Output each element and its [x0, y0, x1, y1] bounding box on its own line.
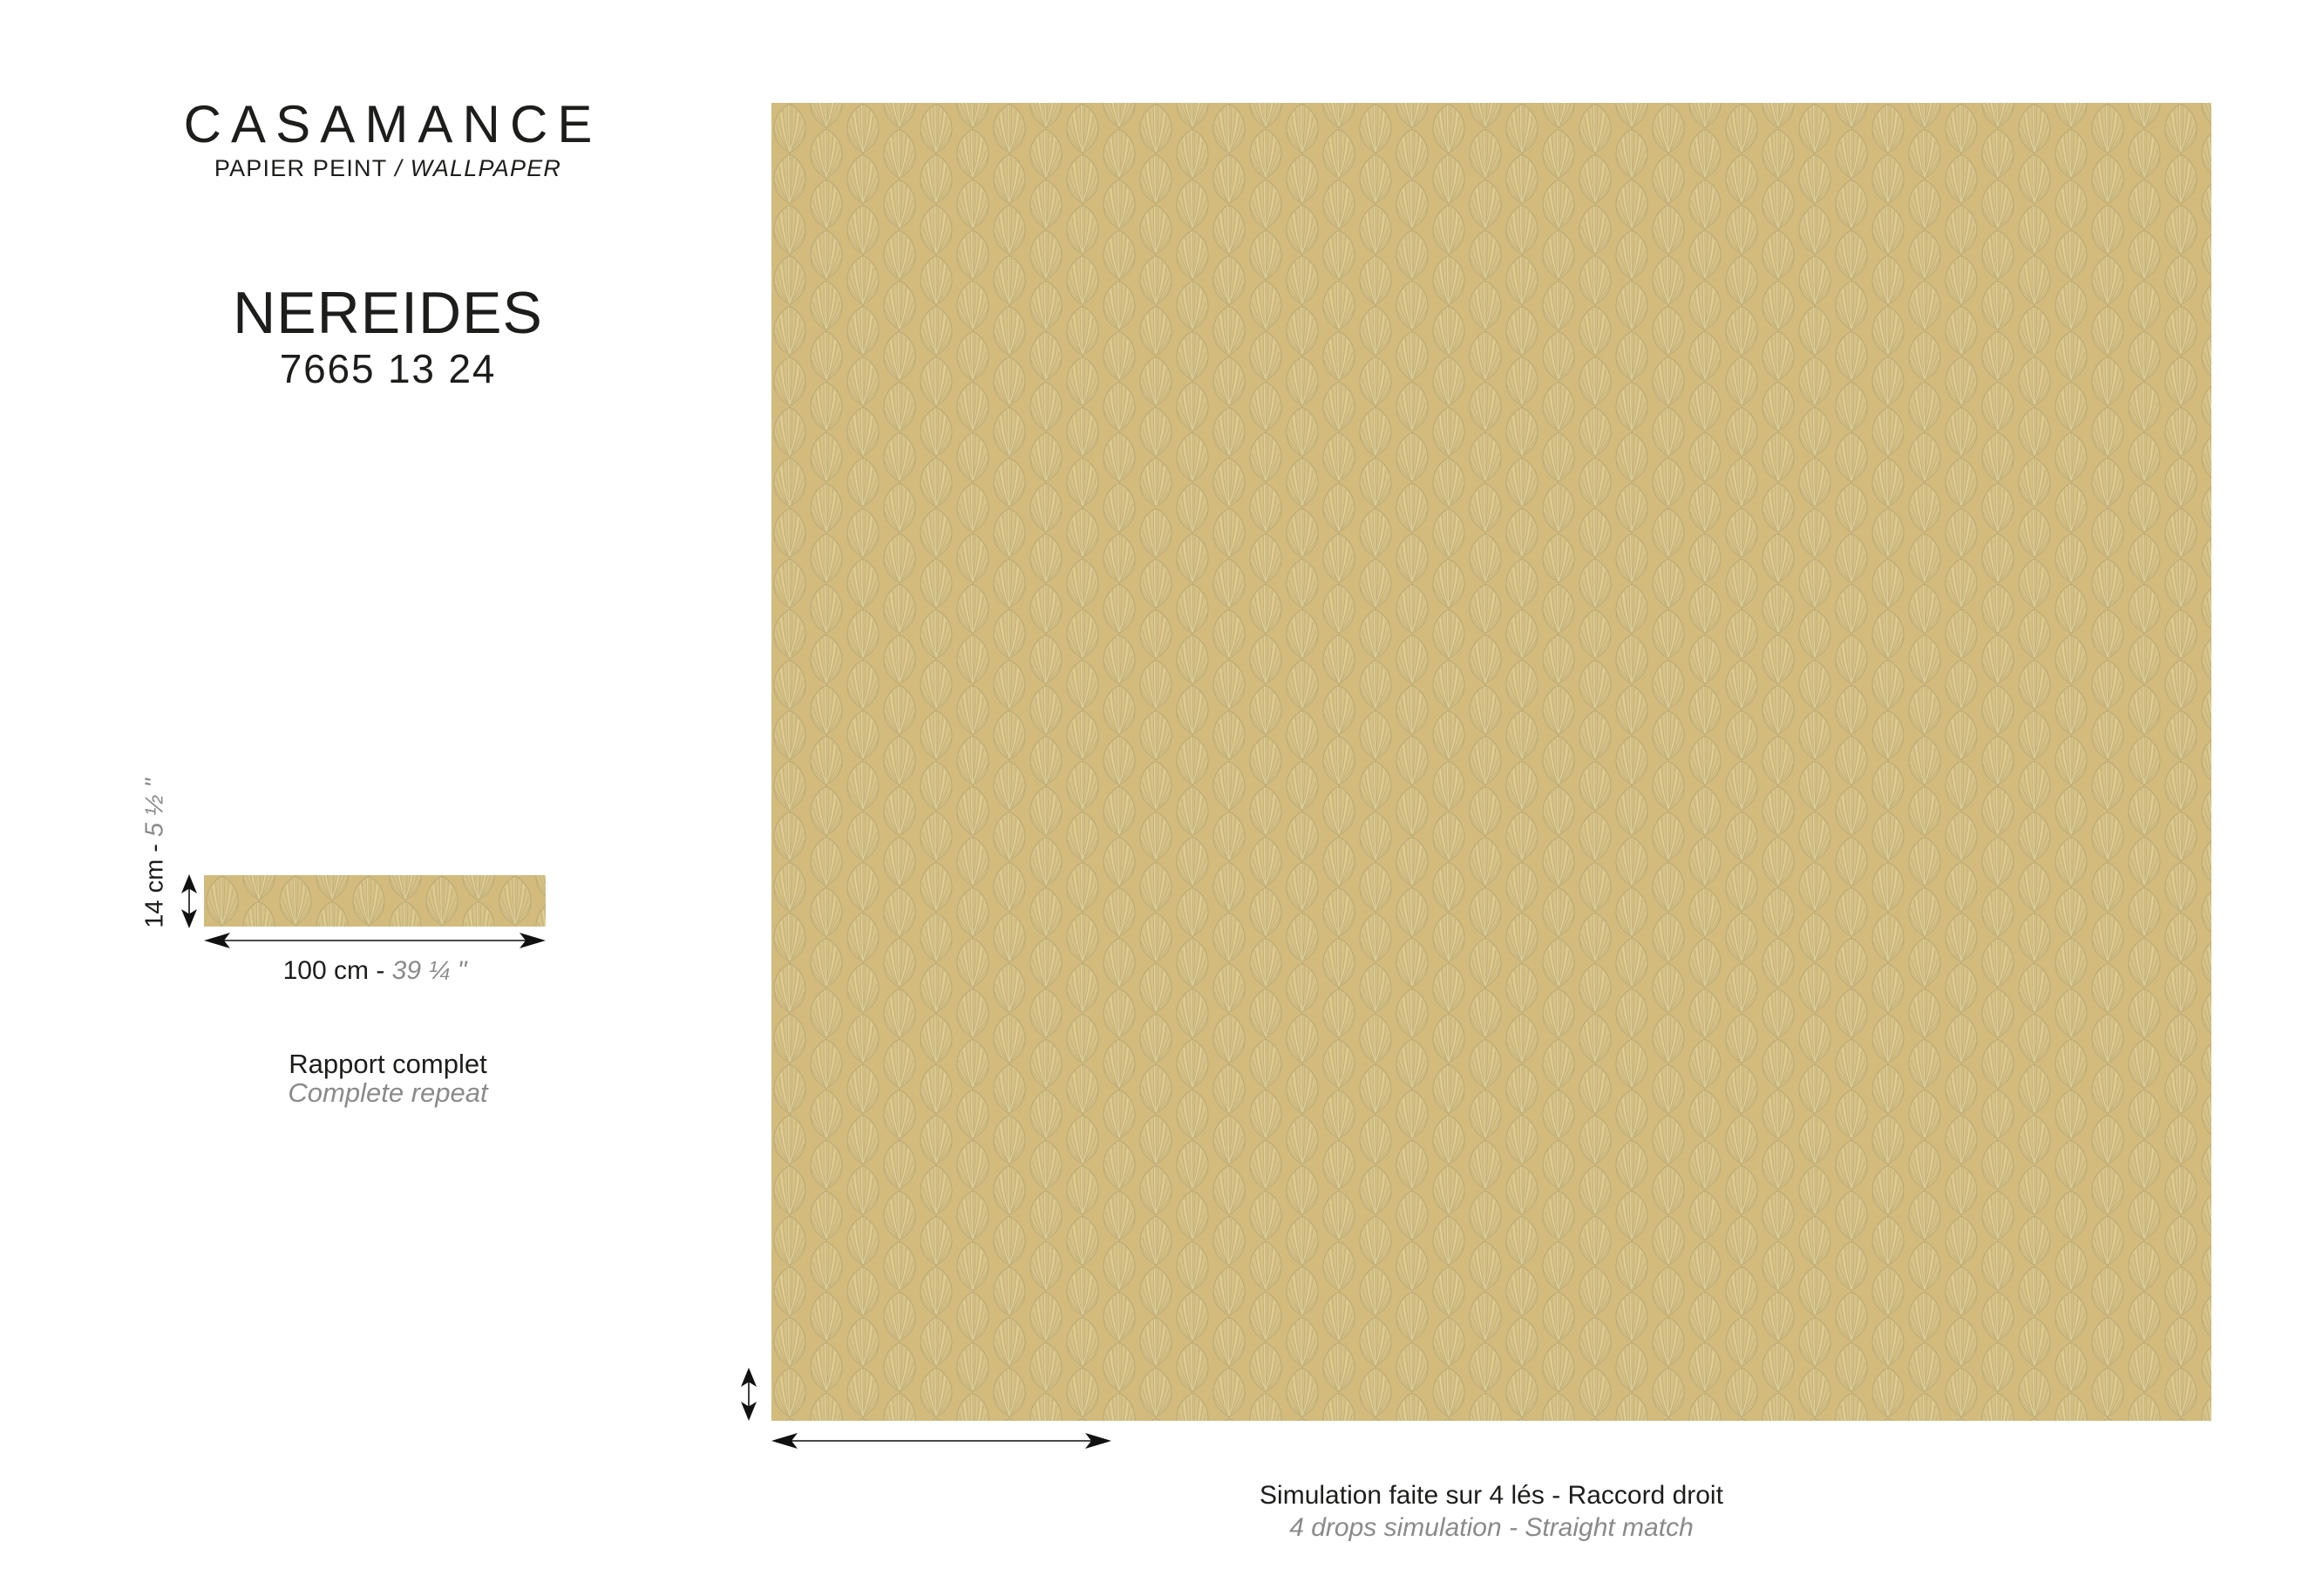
repeat-label-en: Complete repeat [288, 1077, 488, 1108]
repeat-swatch [204, 875, 546, 927]
width-dash: - [369, 956, 392, 985]
width-dimension-label [204, 956, 546, 986]
brand-subtitle-en: WALLPAPER [410, 155, 562, 181]
product-name: NEREIDES [233, 280, 543, 346]
wallpaper-simulation [771, 103, 2211, 1421]
simulation-caption-fr: Simulation faite sur 4 lés - Raccord droit [1260, 1481, 1723, 1510]
height-metric: 14 cm [140, 859, 169, 928]
width-arrow-icon [204, 931, 546, 950]
brand-subtitle [0, 155, 776, 182]
simulation-caption-en: 4 drops simulation - Straight match [1289, 1513, 1694, 1542]
sim-repeat-width-arrow-icon [771, 1431, 1111, 1450]
height-arrow-icon [180, 874, 199, 928]
width-metric: 100 cm [282, 956, 369, 985]
height-dash: - [140, 836, 169, 859]
height-dimension-label [141, 778, 170, 928]
sim-repeat-height-arrow-icon [739, 1368, 758, 1421]
brand-subtitle-separator: / [387, 155, 411, 181]
repeat-label-fr: Rapport complet [289, 1049, 487, 1079]
brand-subtitle-fr: PAPIER PEINT [214, 155, 388, 181]
height-imperial: 5 ½ " [140, 778, 169, 837]
product-reference: 7665 13 24 [279, 346, 497, 391]
width-imperial: 39 ¼ " [391, 956, 467, 985]
brand-logo: CASAMANCE [183, 95, 602, 153]
